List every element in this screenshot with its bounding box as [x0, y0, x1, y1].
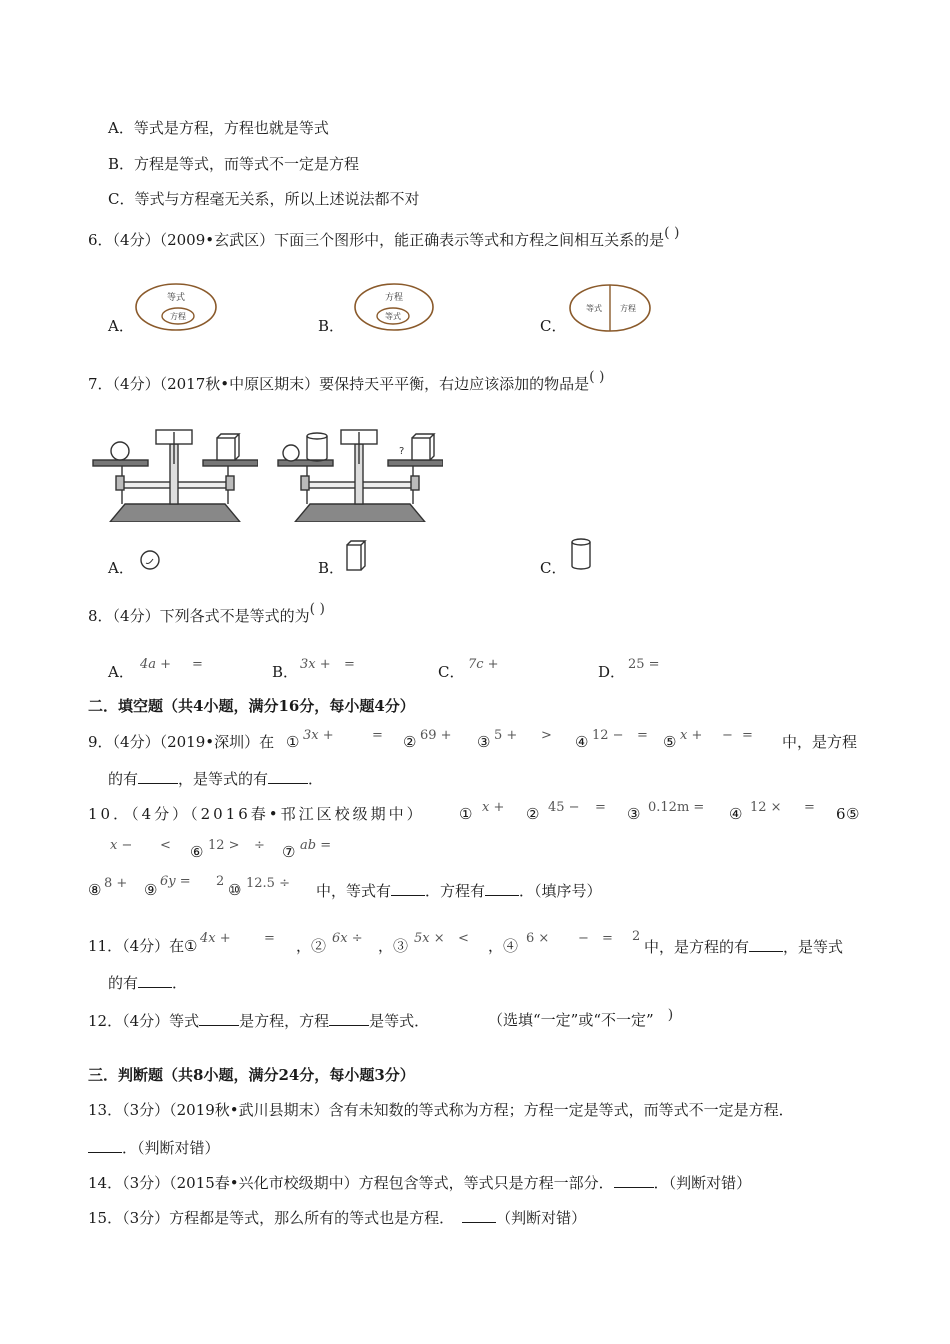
q11-expr-1b: = [264, 931, 275, 946]
q9-num-2: ② [403, 733, 417, 751]
q6-c-right-label: 方程 [620, 304, 636, 313]
q9-expr-5c: = [742, 728, 753, 743]
q12-hint [488, 1007, 674, 1031]
q11-blank-equalities[interactable] [138, 972, 172, 988]
q8-option-b-expr: 3x + [300, 657, 331, 672]
q6-diagram-b [353, 282, 435, 332]
q13-blank[interactable] [88, 1137, 122, 1153]
q8-option-d-expr: 25 = [628, 657, 660, 672]
q11-expr-4b: − [578, 931, 589, 946]
q11-num-4: ，④ [488, 937, 519, 955]
q6-c-left-label: 等式 [586, 304, 602, 313]
q8-paren: ( ) [309, 601, 325, 617]
q6-b-outer-label: 方程 [384, 293, 404, 303]
q6-option-b-label: B． [318, 317, 345, 335]
q11-expr-2: 6x ÷ [332, 931, 363, 946]
q7-option-b-label: B． [318, 559, 345, 577]
q11-num-2: ，② [296, 937, 327, 955]
q6-b-inner-label: 等式 [385, 312, 401, 321]
q11-expr-4d: 2 [632, 929, 641, 944]
q6-stem-text: 6．（4分）（2009•玄武区）下面三个图形中，能正确表示等式和方程之间相互关系的是 [88, 231, 665, 249]
q6-option-c-label: C． [540, 317, 567, 335]
q13-line-2 [88, 1137, 220, 1158]
q10-expr-5a: x − [110, 838, 133, 853]
q9-blank-equations[interactable] [138, 768, 178, 784]
q10-num-6: ⑥ [190, 843, 204, 861]
q8-option-a-label: A． [108, 663, 134, 681]
q10-tail [316, 880, 602, 901]
q6-diagram-c [568, 283, 652, 333]
q5-option-c: C．等式与方程毫无关系，所以上述说法都不对 [108, 190, 420, 208]
q12-part-c: 是等式． [369, 1012, 430, 1030]
q10-expr-1: x + [482, 800, 505, 815]
q10-expr-5b: < [160, 838, 171, 853]
q6-paren: ( ) [664, 225, 680, 241]
q13-text: 13．（3分）（2019秋•武川县期末）含有未知数的等式称为方程；方程一定是等式，而等式不一定是方程． [88, 1101, 794, 1119]
q12-blank-1[interactable] [199, 1010, 239, 1026]
q12-paren: ) [667, 1007, 674, 1023]
q10-num-2: ② [526, 805, 540, 823]
q10-expr-10: 12.5 ÷ [246, 876, 290, 891]
q6-a-outer-label: 等式 [166, 293, 186, 303]
section-3-title: 三．判断题（共8小题，满分24分，每小题3分） [88, 1066, 415, 1084]
q6-a-inner-label: 方程 [170, 312, 186, 321]
q14 [88, 1172, 751, 1193]
q9-expr-5b: − [722, 728, 733, 743]
q10-num-9: ⑨ [144, 881, 158, 899]
q9-expr-4a: 12 − [592, 728, 624, 743]
q10-expr-2b: = [595, 800, 606, 815]
q10-expr-4c: 6 [836, 805, 846, 823]
q9-line-2 [108, 768, 323, 789]
q10-num-8: ⑧ [88, 881, 102, 899]
q8-option-b-label: B． [272, 663, 299, 681]
balance-scale-right [275, 424, 443, 522]
q7-option-c-cylinder-icon [568, 536, 594, 572]
q11-tail [644, 936, 843, 957]
q15-blank[interactable] [462, 1207, 496, 1223]
q11-expr-3a: 5x × [414, 931, 445, 946]
q10-num-5: ⑤ [846, 805, 860, 823]
q11-tail-2: ，是等式 [783, 938, 844, 956]
q15-suffix: （判断对错） [496, 1209, 587, 1227]
q9-num-1: ① [286, 733, 300, 751]
q10-tail-1: 中，等式有 [316, 882, 392, 900]
q10-num-1: ① [459, 805, 473, 823]
q8-stem [88, 601, 325, 627]
q10-expr-8: 8 + [104, 876, 128, 891]
q11-expr-3b: < [458, 931, 469, 946]
q9-expr-3b: > [541, 728, 552, 743]
q10-expr-3: 0.12m = [648, 800, 705, 815]
q8-stem-text: 8．（4分）下列各式不是等式的为 [88, 607, 310, 625]
q9-line2-a: 的有 [108, 770, 139, 788]
q9-line2-b: ，是等式的有 [178, 770, 269, 788]
q9-blank-equalities[interactable] [268, 768, 308, 784]
q8-option-d-label: D． [598, 663, 626, 681]
q12-part-a: 12．（4分）等式 [88, 1012, 200, 1030]
q10-lead: 10．（4分）（2016春•邗江区校级期中） [88, 805, 425, 823]
q14-text: 14．（3分）（2015春•兴化市校级期中）方程包含等式，等式只是方程一部分． [88, 1174, 614, 1192]
q6-stem [88, 225, 680, 251]
q10-expr-2a: 45 − [548, 800, 580, 815]
q7-option-b-box-icon [344, 538, 368, 572]
q10-tail-3: ．（填序号） [519, 882, 602, 900]
q11-line2-b: ． [172, 974, 188, 992]
q8-option-a-eq: = [192, 657, 203, 672]
q7-option-a-label: A． [108, 559, 134, 577]
q9-expr-4b: = [637, 728, 648, 743]
q11-line-2 [108, 972, 187, 993]
q10-num-10: ⑩ [228, 881, 242, 899]
q9-lead: 9．（4分）（2019•深圳）在 [88, 733, 275, 751]
q10-num-3: ③ [627, 805, 641, 823]
q12-hint-text: （选填“一定”或“不一定” [488, 1011, 654, 1029]
q12 [88, 1010, 429, 1031]
q12-part-b: 是方程，方程 [239, 1012, 330, 1030]
q5-option-a: A．等式是方程，方程也就是等式 [108, 119, 329, 137]
q10-expr-4a: 12 × [750, 800, 782, 815]
q8-option-b-eq: = [344, 657, 355, 672]
q14-blank[interactable] [614, 1172, 654, 1188]
q7-option-c-label: C． [540, 559, 567, 577]
q11-tail-1: 中，是方程的有 [644, 938, 750, 956]
q5-option-b: B．方程是等式，而等式不一定是方程 [108, 155, 360, 173]
q11-expr-4c: = [602, 931, 613, 946]
q10-expr-6b: ÷ [254, 838, 265, 853]
q10-expr-4b: = [804, 800, 815, 815]
q9-line2-c: ． [308, 770, 324, 788]
q11-num-1: ① [184, 937, 198, 955]
q11-expr-4a: 6 × [526, 931, 550, 946]
q9-num-3: ③ [477, 733, 491, 751]
q12-blank-2[interactable] [329, 1010, 369, 1026]
q9-num-4: ④ [575, 733, 589, 751]
q11-line2-a: 的有 [108, 974, 139, 992]
q7-stem-text: 7．（4分）（2017秋•中原区期末）要保持天平平衡，右边应该添加的物品是 [88, 375, 590, 393]
q8-option-c-expr: 7c + [468, 657, 499, 672]
q6-option-a-label: A． [108, 317, 134, 335]
balance-scale-left [90, 424, 258, 522]
q10-blank-equalities[interactable] [391, 880, 425, 896]
q8-option-a-expr: 4a + [140, 657, 172, 672]
q10-blank-equations[interactable] [485, 880, 519, 896]
q7-paren: ( ) [589, 369, 605, 385]
q10-expr-9a: 6y = [160, 874, 191, 889]
q9-expr-1b: = [372, 728, 383, 743]
q11-blank-equations[interactable] [749, 936, 783, 952]
q9-tail: 中，是方程 [782, 733, 858, 751]
q10-expr-9b: 2 [216, 874, 225, 889]
q11-lead: 11．（4分）在 [88, 937, 185, 955]
q10-expr-6a: 12 > [208, 838, 240, 853]
q11-expr-1a: 4x + [200, 931, 231, 946]
q14-suffix: ．（判断对错） [653, 1174, 752, 1192]
q13-line2-text: ．（判断对错） [122, 1139, 220, 1157]
q9-expr-2a: 69 + [420, 728, 452, 743]
q15-text: 15．（3分）方程都是等式，那么所有的等式也是方程． [88, 1209, 455, 1227]
q10-tail-2: ．方程有 [425, 882, 486, 900]
section-2-title: 二．填空题（共4小题，满分16分，每小题4分） [88, 697, 415, 715]
q9-expr-3a: 5 + [494, 728, 518, 743]
balance-question-mark: ? [399, 446, 405, 457]
q10-expr-7: ab = [300, 838, 332, 853]
q7-option-a-ball-icon [138, 548, 162, 572]
q10-num-4: ④ [729, 805, 743, 823]
q10-num-7: ⑦ [282, 843, 296, 861]
q11-num-3: ，③ [378, 937, 409, 955]
q7-stem [88, 369, 605, 395]
q9-expr-1a: 3x + [303, 728, 334, 743]
q9-num-5: ⑤ [663, 733, 677, 751]
q15 [88, 1207, 586, 1228]
q9-expr-5a: x + [680, 728, 703, 743]
q6-diagram-a [134, 282, 218, 332]
q8-option-c-label: C． [438, 663, 465, 681]
